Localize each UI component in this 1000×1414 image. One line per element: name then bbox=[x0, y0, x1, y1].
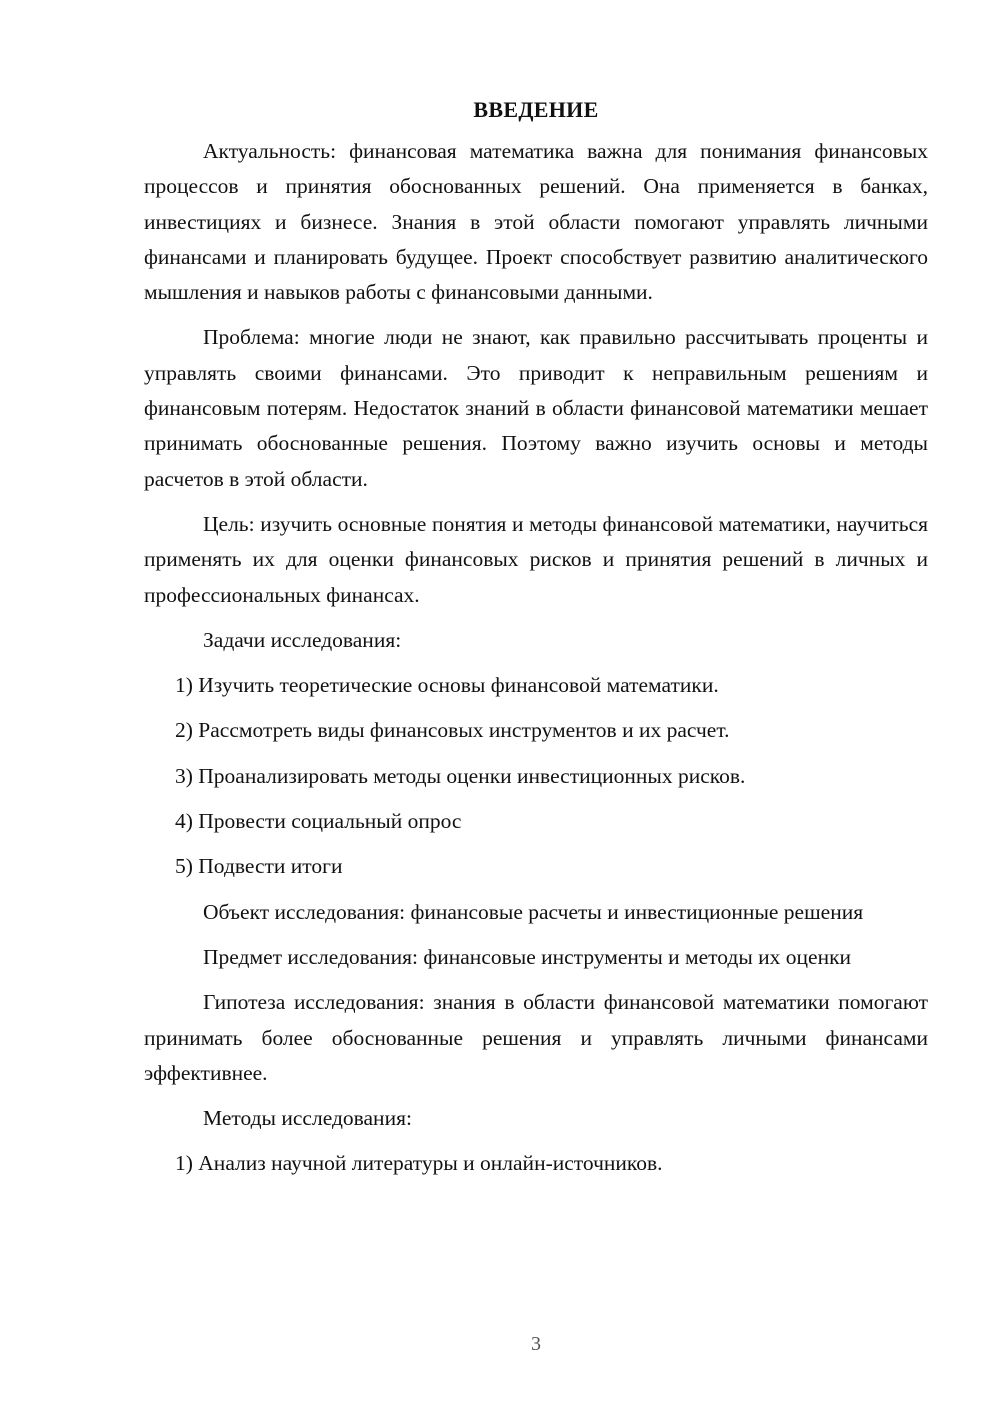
methods-heading: Методы исследования: bbox=[203, 1106, 412, 1131]
page-number: 3 bbox=[531, 1333, 541, 1355]
task-item-3: 3) Проанализировать методы оценки инвестиционных рисков. bbox=[175, 763, 746, 788]
section-title: ВВЕДЕНИЕ bbox=[473, 97, 599, 122]
task-item-4: 4) Провести социальный опрос bbox=[175, 809, 462, 834]
document-page bbox=[144, 96, 928, 1182]
hypothesis-paragraph: Гипотеза исследования: знания в области финансовой математики помогают принимать более обоснованные решения и управлять личными финансами эффективнее. bbox=[144, 990, 928, 1085]
task-item-1: 1) Изучить теоретические основы финансовой математики. bbox=[175, 673, 719, 698]
problem-paragraph: Проблема: многие люди не знают, как правильно рассчитывать проценты и управлять своими финансами. Это приводит к неправильным решениям и финансовым потерям. Недостаток знаний в области финансовой математики мешает принимать обоснованные решения. Поэтому важно изучить основы и методы расчетов в этой области. bbox=[144, 325, 928, 491]
relevance-paragraph: Актуальность: финансовая математика важна для понимания финансовых процессов и принятия обоснованных решений. Она применяется в банках, инвестициях и бизнесе. Знания в этой области помогают управлять личными финансами и планировать будущее. Проект способствует развитию аналитического мышления и навыков работы с финансовыми данными. bbox=[144, 139, 928, 305]
subject-paragraph: Предмет исследования: финансовые инструменты и методы их оценки bbox=[203, 944, 852, 969]
object-paragraph: Объект исследования: финансовые расчеты и инвестиционные решения bbox=[203, 899, 864, 924]
method-item-1: 1) Анализ научной литературы и онлайн-источников. bbox=[175, 1151, 663, 1176]
goal-paragraph: Цель: изучить основные понятия и методы финансовой математики, научиться применять их для оценки финансовых рисков и принятия решений в личных и профессиональных финансах. bbox=[144, 511, 928, 607]
task-item-5: 5) Подвести итоги bbox=[175, 854, 343, 879]
tasks-heading: Задачи исследования: bbox=[203, 627, 402, 652]
task-item-2: 2) Рассмотреть виды финансовых инструментов и их расчет. bbox=[175, 718, 730, 743]
